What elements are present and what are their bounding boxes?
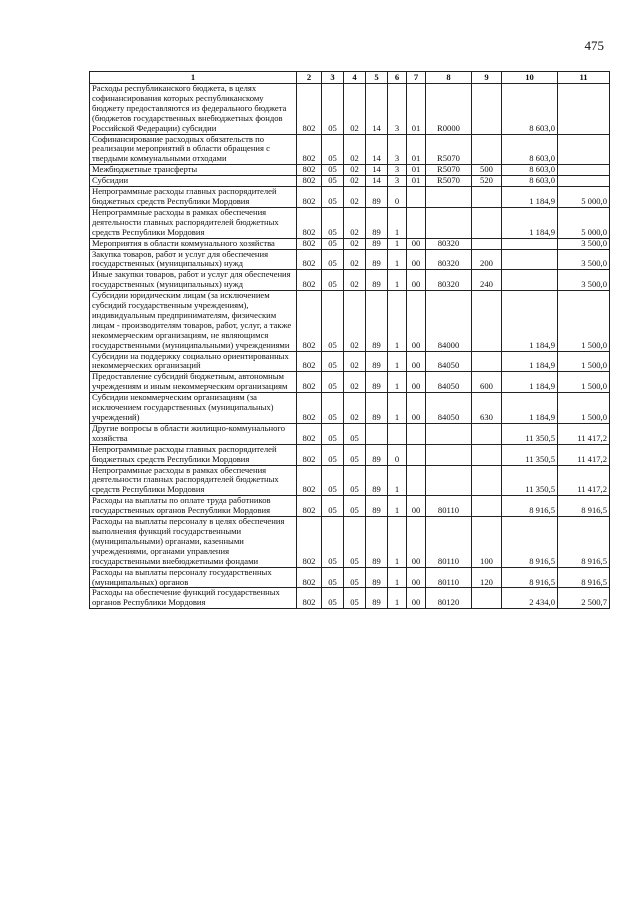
amount-year1-cell: 1 184,9: [502, 393, 558, 424]
program-cell: 89: [366, 291, 388, 351]
table-row: [90, 84, 610, 135]
amount-year2-cell: 1 500,0: [558, 291, 610, 351]
admin-code-cell: 802: [297, 517, 322, 568]
expense-type-cell: [472, 496, 502, 517]
expense-type-cell: 630: [472, 393, 502, 424]
subsection-cell: 02: [344, 134, 366, 165]
program-cell: 89: [366, 496, 388, 517]
row-name-cell: Непрограммные расходы главных распорядителей бюджетных средств Республики Мордовия: [90, 444, 297, 465]
event-cell: 01: [407, 134, 426, 165]
table-row: [90, 207, 610, 238]
amount-year1-cell: 8 603,0: [502, 134, 558, 165]
header-cell: 4: [344, 72, 366, 84]
section-cell: 05: [322, 465, 344, 496]
subsection-cell: 05: [344, 465, 366, 496]
admin-code-cell: 802: [297, 270, 322, 291]
amount-year1-cell: 8 916,5: [502, 517, 558, 568]
admin-code-cell: 802: [297, 372, 322, 393]
table-row: [90, 517, 610, 568]
section-cell: 05: [322, 207, 344, 238]
section-cell: 05: [322, 291, 344, 351]
row-name-cell: Закупка товаров, работ и услуг для обеспечения государственных (муниципальных) нужд: [90, 249, 297, 270]
row-name-cell: Расходы на выплаты персоналу в целях обеспечения выполнения функций государственными (муниципальными) органами, казенными учреждениями, органами управления государственными внебюджетными фондами: [90, 517, 297, 568]
admin-code-cell: 802: [297, 588, 322, 609]
table-row: [90, 588, 610, 609]
table-row: [90, 423, 610, 444]
expense-type-cell: [472, 238, 502, 249]
direction-cell: 80320: [426, 270, 472, 291]
amount-year1-cell: 8 916,5: [502, 567, 558, 588]
row-name-cell: Субсидии на поддержку социально ориентированных некоммерческих организаций: [90, 351, 297, 372]
header-cell: 2: [297, 72, 322, 84]
subsection-cell: 05: [344, 588, 366, 609]
row-name-cell: Расходы на выплаты персоналу государственных (муниципальных) органов: [90, 567, 297, 588]
amount-year2-cell: 11 417,2: [558, 444, 610, 465]
table-row: [90, 372, 610, 393]
subprogram-cell: 1: [388, 238, 407, 249]
event-cell: [407, 465, 426, 496]
row-name-cell: Непрограммные расходы в рамках обеспечения деятельности главных распорядителей бюджетных средств Республики Мордовия: [90, 465, 297, 496]
row-name-cell: Субсидии: [90, 176, 297, 187]
program-cell: 89: [366, 207, 388, 238]
subprogram-cell: 3: [388, 165, 407, 176]
admin-code-cell: 802: [297, 423, 322, 444]
subsection-cell: 02: [344, 84, 366, 135]
direction-cell: 80110: [426, 517, 472, 568]
subsection-cell: 02: [344, 238, 366, 249]
program-cell: 14: [366, 176, 388, 187]
subprogram-cell: 1: [388, 465, 407, 496]
event-cell: 00: [407, 351, 426, 372]
expense-type-cell: 520: [472, 176, 502, 187]
amount-year1-cell: 2 434,0: [502, 588, 558, 609]
subprogram-cell: 1: [388, 567, 407, 588]
subprogram-cell: 1: [388, 372, 407, 393]
subprogram-cell: 1: [388, 291, 407, 351]
amount-year1-cell: [502, 249, 558, 270]
expense-type-cell: [472, 465, 502, 496]
program-cell: 89: [366, 393, 388, 424]
row-name-cell: Межбюджетные трансферты: [90, 165, 297, 176]
program-cell: 89: [366, 372, 388, 393]
admin-code-cell: 802: [297, 165, 322, 176]
row-name-cell: Расходы республиканского бюджета, в целях софинансирования которых республиканскому бюджету предоставляются из федерального бюджета (бюджетов государственных внебюджетных фондов Российской Федерации) субсидии: [90, 84, 297, 135]
event-cell: 00: [407, 517, 426, 568]
header-cell: 5: [366, 72, 388, 84]
subprogram-cell: 1: [388, 517, 407, 568]
header-cell: 10: [502, 72, 558, 84]
amount-year2-cell: 1 500,0: [558, 372, 610, 393]
amount-year1-cell: 11 350,5: [502, 444, 558, 465]
subsection-cell: 02: [344, 207, 366, 238]
expense-type-cell: [472, 134, 502, 165]
header-cell: 8: [426, 72, 472, 84]
expense-type-cell: [472, 187, 502, 208]
subprogram-cell: 1: [388, 249, 407, 270]
subsection-cell: 02: [344, 176, 366, 187]
amount-year2-cell: 11 417,2: [558, 423, 610, 444]
subprogram-cell: 1: [388, 496, 407, 517]
section-cell: 05: [322, 372, 344, 393]
direction-cell: [426, 187, 472, 208]
budget-table: [89, 71, 610, 609]
event-cell: [407, 187, 426, 208]
amount-year1-cell: 1 184,9: [502, 351, 558, 372]
expense-type-cell: 500: [472, 165, 502, 176]
amount-year2-cell: 3 500,0: [558, 270, 610, 291]
event-cell: 00: [407, 238, 426, 249]
row-name-cell: Субсидии юридическим лицам (за исключением субсидий государственным учреждениям), индивидуальным предпринимателям, физическим лицам - производителям товаров, работ, услуг, а также некоммерческим организациям, не являющимся государственными (муниципальными) учреждениями: [90, 291, 297, 351]
amount-year2-cell: 2 500,7: [558, 588, 610, 609]
event-cell: 00: [407, 291, 426, 351]
section-cell: 05: [322, 165, 344, 176]
section-cell: 05: [322, 588, 344, 609]
amount-year2-cell: [558, 165, 610, 176]
section-cell: 05: [322, 249, 344, 270]
admin-code-cell: 802: [297, 238, 322, 249]
subprogram-cell: 1: [388, 351, 407, 372]
amount-year1-cell: 8 603,0: [502, 176, 558, 187]
admin-code-cell: 802: [297, 291, 322, 351]
amount-year2-cell: 8 916,5: [558, 517, 610, 568]
amount-year2-cell: [558, 84, 610, 135]
admin-code-cell: 802: [297, 207, 322, 238]
subsection-cell: 02: [344, 372, 366, 393]
subprogram-cell: 3: [388, 134, 407, 165]
table-row: [90, 270, 610, 291]
subsection-cell: 02: [344, 165, 366, 176]
header-cell: 6: [388, 72, 407, 84]
program-cell: 89: [366, 249, 388, 270]
expense-type-cell: 240: [472, 270, 502, 291]
table-row: [90, 187, 610, 208]
section-cell: 05: [322, 423, 344, 444]
direction-cell: 80110: [426, 567, 472, 588]
section-cell: 05: [322, 176, 344, 187]
subsection-cell: 05: [344, 496, 366, 517]
amount-year1-cell: [502, 238, 558, 249]
amount-year1-cell: 1 184,9: [502, 372, 558, 393]
amount-year1-cell: 1 184,9: [502, 207, 558, 238]
expense-type-cell: [472, 291, 502, 351]
program-cell: 14: [366, 84, 388, 135]
direction-cell: R5070: [426, 134, 472, 165]
amount-year2-cell: 11 417,2: [558, 465, 610, 496]
section-cell: 05: [322, 187, 344, 208]
subsection-cell: 02: [344, 249, 366, 270]
admin-code-cell: 802: [297, 393, 322, 424]
amount-year2-cell: [558, 176, 610, 187]
program-cell: 89: [366, 351, 388, 372]
amount-year2-cell: 1 500,0: [558, 351, 610, 372]
header-cell: 3: [322, 72, 344, 84]
amount-year1-cell: 8 603,0: [502, 165, 558, 176]
direction-cell: 84000: [426, 291, 472, 351]
amount-year1-cell: 1 184,9: [502, 291, 558, 351]
admin-code-cell: 802: [297, 249, 322, 270]
page-number: 475: [584, 38, 604, 53]
section-cell: 05: [322, 84, 344, 135]
admin-code-cell: 802: [297, 444, 322, 465]
amount-year2-cell: 8 916,5: [558, 496, 610, 517]
header-cell: 7: [407, 72, 426, 84]
direction-cell: [426, 444, 472, 465]
admin-code-cell: 802: [297, 176, 322, 187]
subsection-cell: 05: [344, 517, 366, 568]
program-cell: 14: [366, 134, 388, 165]
table-row: [90, 393, 610, 424]
event-cell: 00: [407, 372, 426, 393]
amount-year1-cell: [502, 270, 558, 291]
section-cell: 05: [322, 444, 344, 465]
direction-cell: R0000: [426, 84, 472, 135]
amount-year1-cell: 8 916,5: [502, 496, 558, 517]
table-row: [90, 176, 610, 187]
program-cell: 89: [366, 465, 388, 496]
expense-type-cell: [472, 84, 502, 135]
admin-code-cell: 802: [297, 351, 322, 372]
amount-year2-cell: 3 500,0: [558, 249, 610, 270]
admin-code-cell: 802: [297, 187, 322, 208]
row-name-cell: Иные закупки товаров, работ и услуг для обеспечения государственных (муниципальных) нужд: [90, 270, 297, 291]
amount-year2-cell: 3 500,0: [558, 238, 610, 249]
direction-cell: [426, 423, 472, 444]
subsection-cell: 02: [344, 187, 366, 208]
direction-cell: 84050: [426, 372, 472, 393]
subprogram-cell: 0: [388, 187, 407, 208]
subsection-cell: 05: [344, 423, 366, 444]
row-name-cell: Расходы на обеспечение функций государственных органов Республики Мордовия: [90, 588, 297, 609]
program-cell: 89: [366, 567, 388, 588]
section-cell: 05: [322, 517, 344, 568]
amount-year2-cell: 5 000,0: [558, 187, 610, 208]
subprogram-cell: 3: [388, 176, 407, 187]
table-row: [90, 249, 610, 270]
direction-cell: 80320: [426, 238, 472, 249]
expense-type-cell: 100: [472, 517, 502, 568]
program-cell: 89: [366, 187, 388, 208]
row-name-cell: Другие вопросы в области жилищно-коммунального хозяйства: [90, 423, 297, 444]
table-row: [90, 165, 610, 176]
expense-type-cell: [472, 207, 502, 238]
event-cell: 00: [407, 588, 426, 609]
program-cell: 89: [366, 444, 388, 465]
amount-year1-cell: 11 350,5: [502, 423, 558, 444]
event-cell: 00: [407, 270, 426, 291]
section-cell: 05: [322, 567, 344, 588]
row-name-cell: Мероприятия в области коммунального хозяйства: [90, 238, 297, 249]
amount-year2-cell: 8 916,5: [558, 567, 610, 588]
direction-cell: R5070: [426, 176, 472, 187]
event-cell: [407, 207, 426, 238]
expense-type-cell: 200: [472, 249, 502, 270]
header-cell: 1: [90, 72, 297, 84]
subsection-cell: 02: [344, 351, 366, 372]
amount-year2-cell: [558, 134, 610, 165]
section-cell: 05: [322, 496, 344, 517]
direction-cell: 80120: [426, 588, 472, 609]
amount-year1-cell: 11 350,5: [502, 465, 558, 496]
table-row: [90, 238, 610, 249]
header-cell: 11: [558, 72, 610, 84]
subsection-cell: 02: [344, 393, 366, 424]
subprogram-cell: 3: [388, 84, 407, 135]
row-name-cell: Непрограммные расходы главных распорядителей бюджетных средств Республики Мордовия: [90, 187, 297, 208]
event-cell: 00: [407, 249, 426, 270]
subprogram-cell: 0: [388, 444, 407, 465]
section-cell: 05: [322, 134, 344, 165]
program-cell: 89: [366, 517, 388, 568]
section-cell: 05: [322, 351, 344, 372]
expense-type-cell: [472, 444, 502, 465]
table-row: [90, 567, 610, 588]
event-cell: 00: [407, 496, 426, 517]
subprogram-cell: 1: [388, 270, 407, 291]
program-cell: 14: [366, 165, 388, 176]
program-cell: [366, 423, 388, 444]
table-row: [90, 465, 610, 496]
expense-type-cell: 600: [472, 372, 502, 393]
table-row: [90, 291, 610, 351]
section-cell: 05: [322, 238, 344, 249]
direction-cell: 80110: [426, 496, 472, 517]
admin-code-cell: 802: [297, 465, 322, 496]
expense-type-cell: [472, 423, 502, 444]
event-cell: 01: [407, 84, 426, 135]
row-name-cell: Предоставление субсидий бюджетным, автономным учреждениям и иным некоммерческим организациям: [90, 372, 297, 393]
table-row: [90, 496, 610, 517]
event-cell: 01: [407, 165, 426, 176]
table-row: [90, 134, 610, 165]
section-cell: 05: [322, 393, 344, 424]
event-cell: 00: [407, 393, 426, 424]
direction-cell: [426, 207, 472, 238]
table-row: [90, 351, 610, 372]
section-cell: 05: [322, 270, 344, 291]
admin-code-cell: 802: [297, 84, 322, 135]
header-cell: 9: [472, 72, 502, 84]
event-cell: 00: [407, 567, 426, 588]
direction-cell: 80320: [426, 249, 472, 270]
expense-type-cell: [472, 351, 502, 372]
subsection-cell: 02: [344, 270, 366, 291]
amount-year1-cell: 8 603,0: [502, 84, 558, 135]
direction-cell: [426, 465, 472, 496]
subsection-cell: 05: [344, 444, 366, 465]
admin-code-cell: 802: [297, 134, 322, 165]
row-name-cell: Расходы на выплаты по оплате труда работников государственных органов Республики Мордовия: [90, 496, 297, 517]
header-row: [90, 72, 610, 84]
row-name-cell: Непрограммные расходы в рамках обеспечения деятельности главных распорядителей бюджетных средств Республики Мордовия: [90, 207, 297, 238]
amount-year1-cell: 1 184,9: [502, 187, 558, 208]
direction-cell: R5070: [426, 165, 472, 176]
event-cell: [407, 444, 426, 465]
row-name-cell: Субсидии некоммерческим организациям (за исключением государственных (муниципальных) учреждений): [90, 393, 297, 424]
expense-type-cell: [472, 588, 502, 609]
direction-cell: 84050: [426, 351, 472, 372]
subprogram-cell: [388, 423, 407, 444]
subprogram-cell: 1: [388, 588, 407, 609]
subsection-cell: 02: [344, 291, 366, 351]
amount-year2-cell: 5 000,0: [558, 207, 610, 238]
admin-code-cell: 802: [297, 496, 322, 517]
row-name-cell: Софинансирование расходных обязательств по реализации мероприятий в области обращения с твердыми коммунальными отходами: [90, 134, 297, 165]
subsection-cell: 05: [344, 567, 366, 588]
direction-cell: 84050: [426, 393, 472, 424]
amount-year2-cell: 1 500,0: [558, 393, 610, 424]
table-row: [90, 444, 610, 465]
admin-code-cell: 802: [297, 567, 322, 588]
subprogram-cell: 1: [388, 207, 407, 238]
subprogram-cell: 1: [388, 393, 407, 424]
event-cell: [407, 423, 426, 444]
program-cell: 89: [366, 588, 388, 609]
program-cell: 89: [366, 238, 388, 249]
event-cell: 01: [407, 176, 426, 187]
program-cell: 89: [366, 270, 388, 291]
expense-type-cell: 120: [472, 567, 502, 588]
